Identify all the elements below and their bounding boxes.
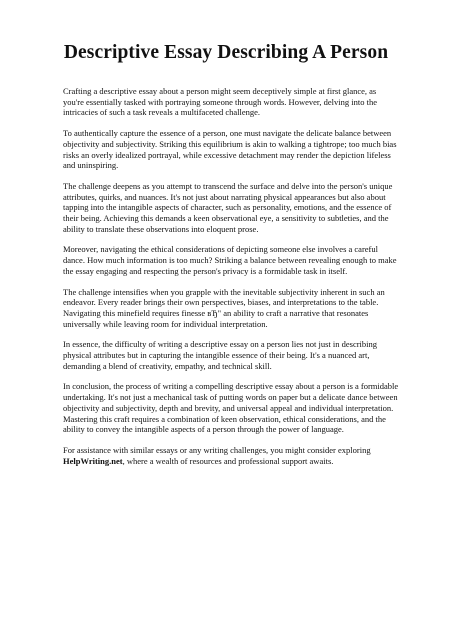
paragraph-challenge: The challenge deepens as you attempt to transcend the surface and delve into the person's unique attributes, quirks, and nuances. It's not just about narrating physical appearances but also about tapping into the intangible aspects of character, such as personality, emotions, and the essence of their being. Achieving this demands a keen observational eye, a sensitivity to subtleties, and the ability to translate these observations into eloquent prose.	[63, 180, 393, 234]
paragraph-essence: In essence, the difficulty of writing a descriptive essay on a person lies not just in describing physical attributes but in capturing the intangible essence of their being. It's a nuanced art, demanding a blend of creativity, empathy, and technical skill.	[63, 339, 378, 371]
paragraph-conclusion: In conclusion, the process of writing a compelling descriptive essay about a person is a formidable undertaking. It's not just a mechanical task of putting words on paper but a delicate dance between objectivity and subjectivity, depth and brevity, and universal appeal and individual interpretation. Mastering this craft requires a combination of keen observation, ethical considerations, and the ability to convey the intangible aspects of a person through the power of language.	[63, 381, 399, 435]
paragraph-balance: To authentically capture the essence of a person, one must navigate the delicate balance between objectivity and subjectivity. Striking this equilibrium is akin to walking a tightrope; too much bias risks an overly idealized portrayal, while excessive detachment may render the depiction lifeless and uninspiring.	[63, 128, 397, 171]
closing-text-after: , where a wealth of resources and professional support awaits.	[122, 455, 334, 466]
helpwriting-link[interactable]: HelpWriting.net	[63, 455, 123, 466]
page-title: Descriptive Essay Describing A Person	[63, 42, 389, 63]
paragraph-ethics: Moreover, navigating the ethical considerations of depicting someone else involves a careful dance. How much information is too much? Striking a balance between revealing enough to make the essay engaging and respecting the person's privacy is a formidable task in itself.	[63, 244, 397, 276]
document-body	[63, 86, 399, 476]
paragraph-subjectivity: The challenge intensifies when you grapple with the inevitable subjectivity inherent in such an endeavor. Every reader brings their own perspectives, biases, and interpretations to the table. Navigating this minefield requires finesse вЂ" an ability to craft a narrative that resonates universally while leaving room for individual interpretation.	[63, 286, 385, 329]
paragraph-closing	[63, 445, 399, 466]
paragraph-intro: Crafting a descriptive essay about a person might seem deceptively simple at first glance, as you're essentially tasked with portraying someone through words. However, delving into the intricacies of such a task reveals a multifaceted challenge.	[63, 86, 377, 118]
closing-text-before: For assistance with similar essays or any writing challenges, you might consider exploring	[63, 444, 371, 455]
